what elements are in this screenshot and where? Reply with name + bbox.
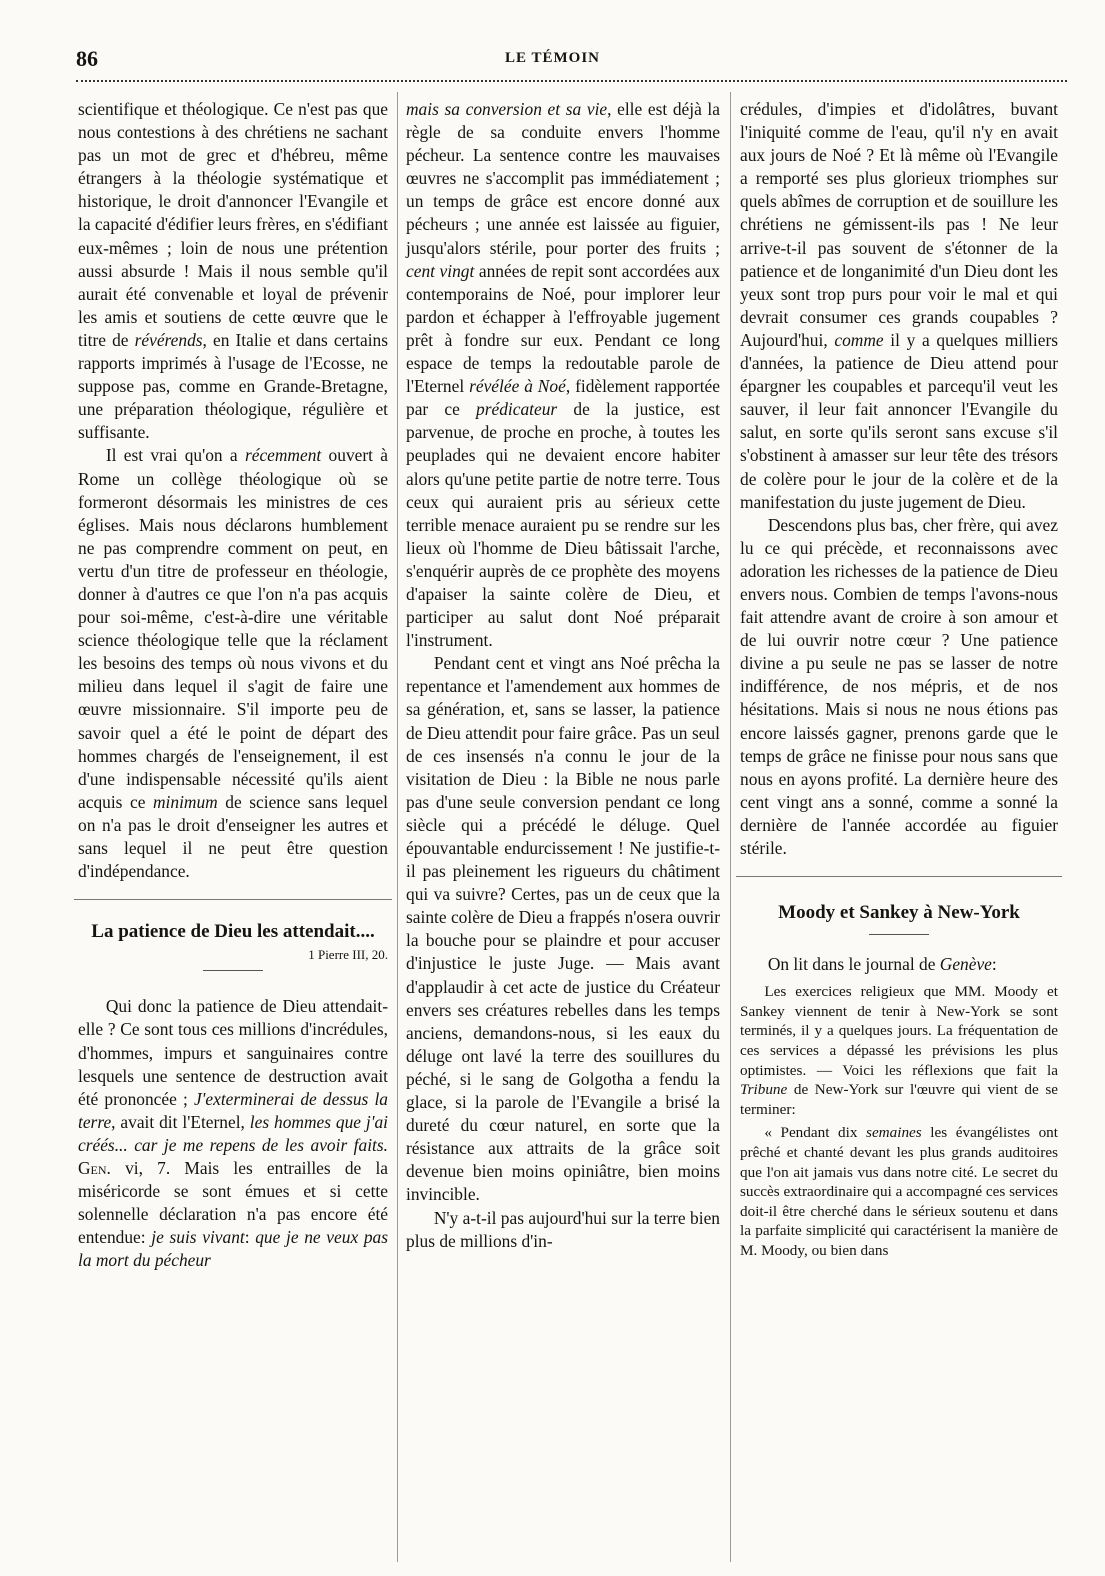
text-run: N'y a-t-il pas aujourd'hui sur la terre bien plus de millions d'in-	[406, 1207, 720, 1251]
text-run: Gen.	[78, 1158, 111, 1179]
text-run: « Pendant dix	[764, 1124, 867, 1142]
text-run: Il est vrai qu'on a	[105, 445, 245, 466]
text-run: Les exercices religieux que MM. Moody et Sankey viennent de tenir à New-York se sont terminés, il y a quelques jours. La fréquentation de ces services a dépassé les prévisions les plus optimistes. — Voici les réflexions que fait la	[740, 983, 1058, 1079]
text-run: , avait dit l'Eternel,	[111, 1111, 250, 1132]
paragraph	[740, 98, 1058, 514]
text-run: , elle est déjà la règle de sa conduite envers l'homme pécheur. La sentence contre les mauvaises œuvres ne s'accomplit pas immédiatement ; un temps de grâce est encore donné aux pécheurs ; une année est laissée au figuier, jusqu'alors stérile, pour porter des fruits ;	[406, 99, 720, 258]
text-run: Descendons plus bas, cher frère, qui avez lu ce qui précède, et reconnaissons avec adoration les richesses de la patience de Dieu envers nous. Combien de temps l'avons-nous fait attendre avant de croire à son amour et de lui ouvrir notre cœur ? Une patience divine a pu seule ne pas se lasser de notre indifférence, de nos mépris, et de nos hésitations. Mais si nous ne nous étions pas encore laissés gagner, prenons garde que le temps de grâce ne finisse pour nous sans que nous en ayons profité. La dernière heure des cent vingt ans a sonné, comme a sonné la dernière de l'année accordée au figuier stérile.	[740, 514, 1058, 858]
section-title: La patience de Dieu les attendait....	[91, 921, 375, 943]
italic-run: révélée à Noé	[469, 376, 566, 397]
text-run: il y a quelques milliers d'années, la patience de Dieu attend pour épargner les coupables et parcequ'il veut les sauver, il leur fait annoncer l'Evangile du salut, en sorte qu'ils seront sans excuse s'il s'obstinent à amasser sur leur tête des trésors de colère pour le jour de la colère et de la manifestation du juste jugement de Dieu.	[740, 329, 1059, 512]
text-run: scientifique et théologique. Ce n'est pas que nous contestions à des chrétiens ne sachant pas un mot de grec et d'hébreu, même étrangers à la théologie systématique et historique, le droit d'annoncer l'Evangile et la capacité d'édifier leurs frères, en s'édifiant eux-mêmes ; loin de nous une prétention aussi absurde ! Mais il nous semble qu'il aurait été convenable et loyal de prévenir les amis et soutiens de cette œuvre que le titre de	[78, 99, 388, 350]
paragraph	[740, 953, 1058, 976]
italic-run: prédicateur	[476, 399, 558, 420]
text-run: On lit dans le journal de	[767, 954, 940, 975]
paragraph	[406, 652, 720, 1206]
paragraph	[740, 1123, 1058, 1260]
text-run: Qui donc la patience de Dieu attendait-elle ? Ce sont tous ces millions d'incrédules, d'hommes, impurs et sanguinaires contre lesquels une sentence de destruction avait été prononcée ;	[78, 996, 388, 1109]
italic-run: que je ne veux pas la mort du pécheur	[78, 1227, 388, 1271]
italic-run: révérends	[134, 329, 203, 350]
paragraph	[78, 995, 388, 1272]
text-run: vi, 7. Mais les entrailles de la miséricorde se sont émues et si cette solennelle déclaration n'a pas encore été entendue:	[78, 1158, 388, 1248]
header-rule	[76, 80, 1067, 82]
italic-run: J'exterminerai de dessus la terre	[78, 1088, 388, 1132]
text-run: crédules, d'impies et d'idolâtres, buvant l'iniquité comme de l'eau, qu'il n'y en avait aux jours de Noé ? Et là même où l'Evangile a remporté ses plus glorieux triomphes sur quels abîmes de corruption et de souillure les chrétiens ne gémissent-ils pas ! Ne leur arrive-t-il pas souvent de s'étonner de la patience et de longanimité d'un Dieu dont les yeux sont trop purs pour voir le mal et qui devrait consumer ces grands coupables ? Aujourd'hui,	[740, 99, 1058, 350]
text-run: , fidèlement rapportée par ce	[406, 376, 720, 420]
italic-run: mais sa conversion et sa vie	[406, 99, 608, 119]
paragraph	[78, 444, 388, 883]
text-run: :	[244, 1227, 256, 1248]
title-rule	[203, 970, 263, 971]
paragraph	[740, 514, 1058, 860]
column-rule-1	[397, 92, 398, 1562]
text-run: ouvert à Rome un collège théologique où se formeront désormais les ministres de ces églises. Mais nous déclarons humblement ne pas comprendre comment on peut, en vertu d'un titre de professeur en théologie, donner à d'autres ce que l'on n'a pas acquis pour soi-même, c'est-à-dire une véritable science théologique telle que la réclament les besoins des temps où nous vivons et du milieu dans lequel il s'agit de faire une œuvre missionnaire. S'il importe peu de savoir quel a été le point de départ des hommes chargés de l'enseignement, il est d'une indispensable nécessité qu'ils aient acquis ce	[78, 445, 388, 812]
column-2	[406, 98, 720, 1253]
italic-run: Tribune	[740, 1081, 788, 1099]
column-1	[78, 98, 388, 1273]
section-title: Moody et Sankey à New-York	[778, 902, 1020, 924]
citation: 1 Pierre III, 20.	[308, 947, 388, 963]
paragraph	[406, 98, 720, 652]
text-run: de la justice, est parvenue, de proche en proche, à toutes les peuplades qui ne devaient encore habiter alors qu'une petite partie de notre terre. Tous ceux qui auraient pris au sérieux cette terrible menace auraient pu se rendre sur les lieux où l'homme de Dieu bâtissait l'arche, s'enquérir auprès de ce prophète des moyens d'apaiser la sainte colère de Dieu, et participer au salut dont Noé préparait l'instrument.	[406, 399, 721, 651]
text-run: de science sans lequel on n'a pas le droit d'enseigner les autres et sans lequel il ne peut être question d'indépendance.	[78, 791, 389, 882]
column-rule-2	[730, 92, 731, 1562]
paragraph	[740, 982, 1058, 1119]
page-number: 86	[76, 46, 98, 71]
italic-run: minimum	[153, 791, 218, 812]
text-run: de New-York sur l'œuvre qui vient de se terminer:	[740, 1081, 1058, 1118]
italic-run: Genève	[939, 954, 992, 975]
text-run: , en Italie et dans certains rapports imprimés à l'usage de l'Ecosse, ne suppose pas, comme en Grande-Bretagne, une préparation théologique, régulière et suffisante.	[78, 329, 388, 443]
paragraph	[406, 1207, 720, 1253]
text-run: les évangélistes ont prêché et chanté devant les plus grands auditoires que l'on ait jamais vus dans notre cité. Le secret du succès extraordinaire qui a accompagné ces services doit-il être cherché dans le sérieux soutenu et dans la parfaite simplicité qui caractérisent la manière de M. Moody, ou bien dans	[740, 1124, 1058, 1259]
text-run: Pendant cent et vingt ans Noé prêcha la repentance et l'amendement aux hommes de sa génération, et, sans se lasser, la patience de Dieu attendit pour faire grâce. Pas un seul de ces insensés n'a connu le jour de la visitation de Dieu : la Bible ne nous parle pas d'une seule conversion pendant ce long siècle qui a précédé le déluge. Quel épouvantable endurcissement ! Ne justifie-t-il pas pleinement les rigueurs du châtiment qui va suivre? Certes, pas un de ceux que la sainte colère de Dieu a frappés n'osera ouvrir la bouche pour se plaindre et pour accuser d'injustice le juste Juge. — Mais avant d'applaudir à cet acte de justice du Créateur envers ses créatures rebelles dans les temps anciens, demandons-nous, si les eaux du déluge ont lavé la terre des souillures du péché, si le sang de Golgotha a fendu la glace, si la parole de l'Evangile a brisé la dureté du cœur naturel, en sorte que la résistance aux attraits de la grâce soit devenue bien moins opiniâtre, bien moins invincible.	[406, 653, 720, 1205]
text-run: :	[991, 954, 997, 975]
paragraph	[78, 98, 388, 444]
italic-run: les hommes que j'ai créés... car je me repens de les avoir faits.	[78, 1111, 388, 1155]
italic-run: je suis vivant	[151, 1227, 245, 1248]
column-3	[740, 98, 1058, 1261]
italic-run: récemment	[244, 445, 322, 466]
text-run: années de repit sont accordées aux contemporains de Noé, pour implorer leur pardon et échapper à l'effroyable jugement prêt à fondre sur eux. Pendant ce long espace de temps la redoutable parole de l'Eternel	[406, 260, 720, 397]
running-title: LE TÉMOIN	[505, 50, 600, 66]
italic-run: cent vingt	[406, 260, 475, 281]
title-rule	[869, 934, 929, 935]
italic-run: comme	[834, 329, 884, 350]
italic-run: semaines	[866, 1124, 922, 1142]
